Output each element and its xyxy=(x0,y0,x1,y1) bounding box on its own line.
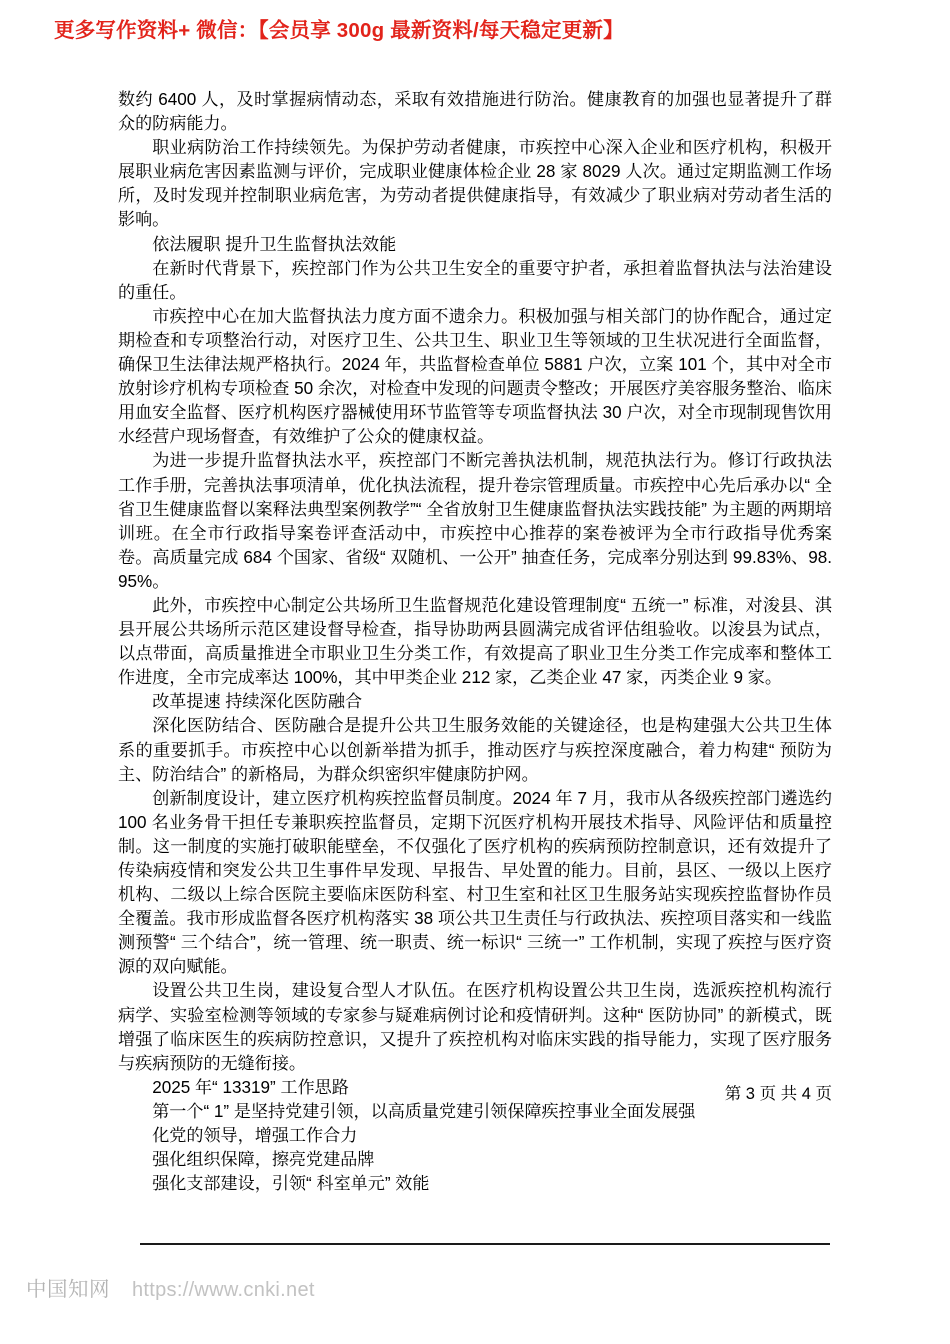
list-item-first-one: 第一个“ 1” 是坚持党建引领，以高质量党建引领保障疾控事业全面发展强 xyxy=(152,1101,696,1121)
list-item-party-leadership: 化党的领导，增强工作合力 xyxy=(152,1126,358,1146)
paragraph-improve-mechanism: 为进一步提升监督执法水平，疾控部门不断完善执法机制，规范执法行为。修订行政执法工作手册，完善执法事项清单，优化执法流程，提升卷宗管理质量。市疾控中心先后承办以“ 全省卫生健康监督以案释法典型案例教学”“ 全省放射卫生健康监督执法实践技能” 为主题的两期培训班。在全市行政指导案卷评查活动中，市疾控中心推荐的案卷被评为全市行政指导优秀案卷。高质量完成 684 个国家、省级“ 双随机、一公开” 抽查任务，完成率分别达到 99.83%、98.95%。 xyxy=(118,451,832,591)
promo-banner-text: 更多写作资料+ 微信：【会员享 300g 最新资料/每天稳定更新】 xyxy=(54,18,624,42)
section-heading-reform-integration: 改革提速 持续深化医防融合 xyxy=(152,692,363,712)
cnki-url: https://www.cnki.net xyxy=(132,1279,315,1301)
paragraph-continued-health-education: 数约 6400 人，及时掌握病情动态，采取有效措施进行防治。健康教育的加强也显著提升了群众的防病能力。 xyxy=(118,90,832,134)
list-item-org-guarantee: 强化组织保障，擦亮党建品牌 xyxy=(152,1150,375,1170)
section-heading-law-enforcement: 依法履职 提升卫生监督执法效能 xyxy=(152,234,397,254)
paragraph-supervision-strength: 市疾控中心在加大监督执法力度方面不遗余力。积极加强与相关部门的协作配合，通过定期检查和专项整治行动，对医疗卫生、公共卫生、职业卫生等领域的卫生状况进行全面监督，确保卫生法律法规严格执行。2024 年，共监督检查单位 5881 户次，立案 101 个，其中对全市放射诊疗机构专项检查 50 余次，对检查中发现的问题责令整改；开展医疗美容服务整治、临床用血安全监督、医疗机构医疗器械使用环节监管等专项监督执法 30 户次，对全市现制现售饮用水经营户现场督查，有效维护了公众的健康权益。 xyxy=(118,306,832,447)
paragraph-deepen-integration: 深化医防结合、医防融合是提升公共卫生服务效能的关键途径，也是构建强大公共卫生体系的重要抓手。市疾控中心以创新举措为抓手，推动医疗与疾控深度融合，着力构建“ 预防为主、防治结合” 的新格局，为群众织密织牢健康防护网。 xyxy=(118,716,832,784)
list-item-branch-building: 强化支部建设，引领“ 科室单元” 效能 xyxy=(152,1174,430,1194)
cnki-logo: 中国知网 xyxy=(26,1278,110,1301)
footer-brand xyxy=(26,1280,315,1301)
paragraph-public-venue-standard: 此外，市疾控中心制定公共场所卫生监督规范化建设管理制度“ 五统一” 标准，对浚县、淇县开展公共场所示范区建设督导检查，指导协助两县圆满完成省评估组验收。以浚县为试点，以点带面，高质量推进全市职业卫生分类工作，有效提高了职业卫生分类工作完成率和整体工作进度，全市完成率达 100%，其中甲类企业 212 家，乙类企业 47 家，丙类企业 9 家。 xyxy=(118,595,832,688)
paragraph-public-health-post: 设置公共卫生岗，建设复合型人才队伍。在医疗机构设置公共卫生岗，选派疾控机构流行病学、实验室检测等领域的专家参与疑难病例讨论和疫情研判。这种“ 医防协同” 的新模式，既增强了临床医生的疾病防控意识，又提升了疾控机构对临床实践的指导能力，实现了医疗服务与疾病预防的无缝衔接。 xyxy=(118,981,832,1073)
footer-divider xyxy=(140,1243,830,1245)
document-body xyxy=(118,88,832,1196)
list-item-2025-thinking: 2025 年“ 13319” 工作思路 xyxy=(152,1077,349,1097)
paragraph-new-era: 在新时代背景下，疾控部门作为公共卫生安全的重要守护者，承担着监督执法与法治建设的重任。 xyxy=(118,258,832,302)
page-number: 第 3 页 共 4 页 xyxy=(724,1085,832,1103)
paragraph-institution-design: 创新制度设计，建立医疗机构疾控监督员制度。2024 年 7 月，我市从各级疾控部门遴选约 100 名业务骨干担任专兼职疾控监督员，定期下沉医疗机构开展技术指导、风险评估和质量控制。这一制度的实施打破职能壁垒，不仅强化了医疗机构的疾病预防控制意识，还有效提升了传染病疫情和突发公共卫生事件早发现、早报告、早处置的能力。目前，县区、一级以上医疗机构、二级以上综合医院主要临床医防科室、村卫生室和社区卫生服务站实现疾控监督协作员全覆盖。我市形成监督各医疗机构落实 38 项公共卫生责任与行政执法、疾控项目落实和一线监测预警“ 三个结合”，统一管理、统一职责、统一标识“ 三统一” 工作机制，实现了疾控与医疗资源的双向赋能。 xyxy=(118,788,832,977)
paragraph-occupational-disease: 职业病防治工作持续领先。为保护劳动者健康，市疾控中心深入企业和医疗机构，积极开展职业病危害因素监测与评价，完成职业健康体检企业 28 家 8029 人次。通过定期监测工作场所，及时发现并控制职业病危害，为劳动者提供健康指导，有效减少了职业病对劳动者生活的影响。 xyxy=(118,138,832,230)
promo-banner xyxy=(0,0,950,62)
